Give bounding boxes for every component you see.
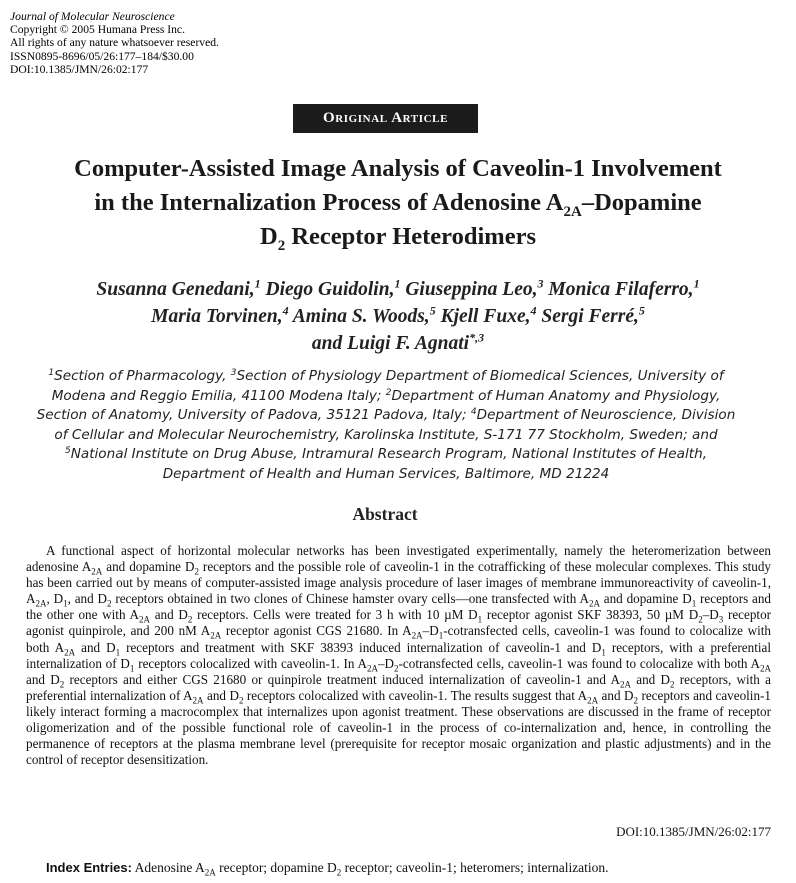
title-line: Receptor Heterodimers [285, 223, 536, 250]
title-line: Computer-Assisted Image Analysis of Caveolin-1 Involvement [74, 155, 722, 182]
abstract-segment: and dopamine D [102, 559, 195, 575]
abstract-segment: and D [26, 671, 60, 687]
author-affil-mark: 1 [254, 276, 261, 291]
author-name: Sergi Ferré, [541, 306, 639, 327]
abstract-segment: –D [422, 623, 439, 639]
author-name: Amina S. Woods, [292, 306, 430, 327]
abstract-segment: receptors and the possible role of caveolin-1 in the cotrafficking of these molecular complexes. This study has been carried out by means of computer-assisted image analysis procedure of laser images of membrane immunoreactivity of caveolin-1, A [26, 559, 772, 607]
subscript: 1 [63, 598, 68, 609]
article-title [0, 152, 796, 254]
author-affil-mark: 4 [282, 303, 289, 318]
author-affil-mark: *,3 [469, 330, 485, 345]
affiliation-text: Section of Physiology Department of Biomedical Sciences, University of Modena and Reggio Emilia, 41100 Modena Italy; [51, 368, 724, 404]
subscript: 2A [619, 679, 631, 690]
subscript: 2 [394, 663, 399, 674]
subscript: 3 [718, 615, 724, 625]
subscript: 2A [35, 598, 47, 609]
index-entries-label: Index Entries: [46, 860, 132, 875]
copyright-line: Copyright © 2005 Humana Press Inc. [10, 23, 185, 37]
abstract-segment: and dopamine D [599, 591, 692, 607]
abstract-segment: and D [203, 687, 239, 703]
abstract-segment: and D [149, 607, 188, 623]
subscript: 2 [59, 679, 65, 690]
subscript: 2 [698, 615, 703, 625]
subscript: 1 [129, 663, 135, 674]
abstract-segment: receptors. Cells were treated for 3 h with 10 µM D [192, 607, 478, 623]
affil-mark: 5 [64, 446, 71, 457]
abstract-segment: –D [377, 655, 395, 671]
abstract-segment: , D [46, 591, 64, 607]
author-affil-mark: 5 [429, 303, 436, 318]
abstract-doi: DOI:10.1385/JMN/26:02:177 [616, 824, 771, 839]
subscript: 1 [691, 598, 697, 609]
subscript: 2 [336, 867, 342, 878]
rights-line: All rights of any nature whatsoever reserved. [10, 36, 219, 50]
abstract-segment: and D [630, 671, 670, 687]
abstract-segment: receptors and the other one with A [26, 591, 771, 623]
article-type-banner: Original Article [293, 104, 478, 133]
affiliation-text: Department of Human Anatomy and Physiology, Section of Anatomy, University of Padova, 35121 Padova, Italy; [36, 387, 721, 424]
author-name: Monica Filaferro, [548, 279, 694, 300]
abstract-segment: receptors, with a preferential internalization of A [26, 671, 771, 703]
abstract-text [26, 543, 771, 768]
affiliation-text: Department of Neuroscience, Division of Cellular and Molecular Neurochemistry, Karolinska Institute, S-171 77 Stockholm, Sweden; and [54, 407, 736, 443]
author-affil-mark: 4 [530, 303, 537, 318]
subscript: 2A [588, 598, 600, 609]
abstract-segment: receptors and either CGS 21680 or quinpirole treatment induced internalization of caveolin-1 and A [64, 671, 620, 687]
abstract-segment: and D [75, 639, 116, 655]
author-name: and Luigi F. Agnati [311, 333, 470, 354]
abstract-segment: receptors, with a preferential internalization of D [26, 639, 771, 671]
abstract-segment: receptors colocalized with caveolin-1. In A [134, 655, 367, 671]
subscript: 2 [107, 598, 112, 609]
affil-mark: 1 [48, 368, 55, 378]
subscript: 2A [210, 631, 222, 642]
abstract-segment: receptors and treatment with SKF 38393 induced internalization of caveolin-1 and D [120, 639, 602, 655]
title-subscript: 2A [563, 203, 582, 220]
title-line: in the Internalization Process of Adenosine A [94, 189, 564, 216]
author-name: Susanna Genedani, [96, 279, 255, 300]
abstract-heading: Abstract [352, 504, 418, 524]
journal-name: Journal of Molecular Neuroscience [10, 10, 175, 23]
subscript: 2 [633, 695, 638, 706]
abstract-segment: , and D [67, 591, 108, 607]
subscript: 2A [91, 566, 103, 577]
affiliation-text: Section of Pharmacology, [54, 368, 231, 384]
subscript: 2A [138, 615, 150, 625]
subscript: 1 [438, 631, 444, 642]
subscript: 2A [64, 647, 76, 658]
author-name: Kjell Fuxe, [440, 306, 531, 327]
abstract-segment: receptor agonist quinpirole, and 200 nM A [26, 607, 772, 639]
index-entries [46, 860, 776, 876]
abstract-segment: -cotransfected cells, caveolin-1 was found to colocalize with both A [398, 655, 760, 671]
author-name: Giuseppina Leo, [405, 279, 538, 300]
abstract-segment: receptors and caveolin-1 likely interact forming a macrocomplex that internalizes upon agonist treatment. These observations are discussed in the frame of receptor oligomerization and of the possible functional role of caveolin-1 in the process of co-internalization and, hence, in controlling the permanence of receptors at the plasma membrane level (prerequisite for receptor mosaic organization and plastic adjustments) and in the control of receptor desensitization. [26, 687, 771, 768]
author-name: Maria Torvinen, [151, 306, 283, 327]
affil-mark: 3 [230, 368, 237, 378]
affiliations [36, 367, 736, 485]
author-name: Diego Guidolin, [265, 279, 395, 300]
subscript: 2 [194, 566, 199, 577]
subscript: 2A [192, 695, 204, 706]
subscript: 2A [587, 695, 599, 706]
author-list [0, 276, 796, 357]
title-subscript: 2 [277, 237, 286, 254]
title-line: –Dopamine [581, 189, 702, 216]
author-affil-mark: 1 [394, 276, 401, 291]
affiliation-text: National Institute on Drug Abuse, Intramural Research Program, National Institutes of Health, Department of Health and Human Services, Baltimore, MD 21224 [70, 446, 708, 482]
issn-line: ISSN0895-8696/05/26:177–184/$30.00 [10, 49, 194, 63]
subscript: 2A [759, 663, 771, 674]
subscript: 2A [411, 631, 423, 642]
abstract-segment: A functional aspect of horizontal molecular networks has been investigated experimentally, namely the heteromerization between adenosine A [26, 543, 771, 575]
subscript: 2 [187, 615, 193, 625]
subscript: 2 [238, 695, 244, 706]
author-affil-mark: 1 [693, 276, 700, 291]
abstract-segment: receptor agonist SKF 38393, 50 µM D [482, 607, 699, 623]
abstract-segment: –D [702, 607, 719, 623]
abstract-segment: and D [598, 687, 634, 703]
index-entry-text: receptor; caveolin-1; heteromers; internalization. [341, 860, 609, 875]
doi-line: DOI:10.1385/JMN/26:02:177 [10, 62, 149, 76]
index-entry-text: Adenosine A [131, 860, 205, 875]
author-affil-mark: 3 [537, 276, 544, 291]
title-line: D [259, 223, 278, 250]
abstract-segment: receptors obtained in two clones of Chinese hamster ovary cells—one transfected with A [111, 591, 589, 607]
subscript: 1 [601, 647, 606, 658]
subscript: 2 [670, 679, 675, 690]
author-affil-mark: 5 [638, 303, 645, 318]
subscript: 2A [366, 663, 378, 674]
subscript: 1 [115, 647, 121, 658]
subscript: 2A [204, 867, 216, 878]
subscript: 1 [477, 615, 483, 625]
journal-header [10, 10, 219, 76]
abstract-segment: receptor agonist CGS 21680. In A [221, 623, 412, 639]
affil-mark: 2 [385, 387, 392, 398]
abstract-segment: receptors colocalized with caveolin-1. The results suggest that A [243, 687, 588, 703]
affil-mark: 4 [470, 407, 477, 418]
abstract-segment: -cotransfected cells, caveolin-1 was found to colocalize with both A [26, 623, 771, 655]
index-entry-text: receptor; dopamine D [215, 860, 337, 875]
